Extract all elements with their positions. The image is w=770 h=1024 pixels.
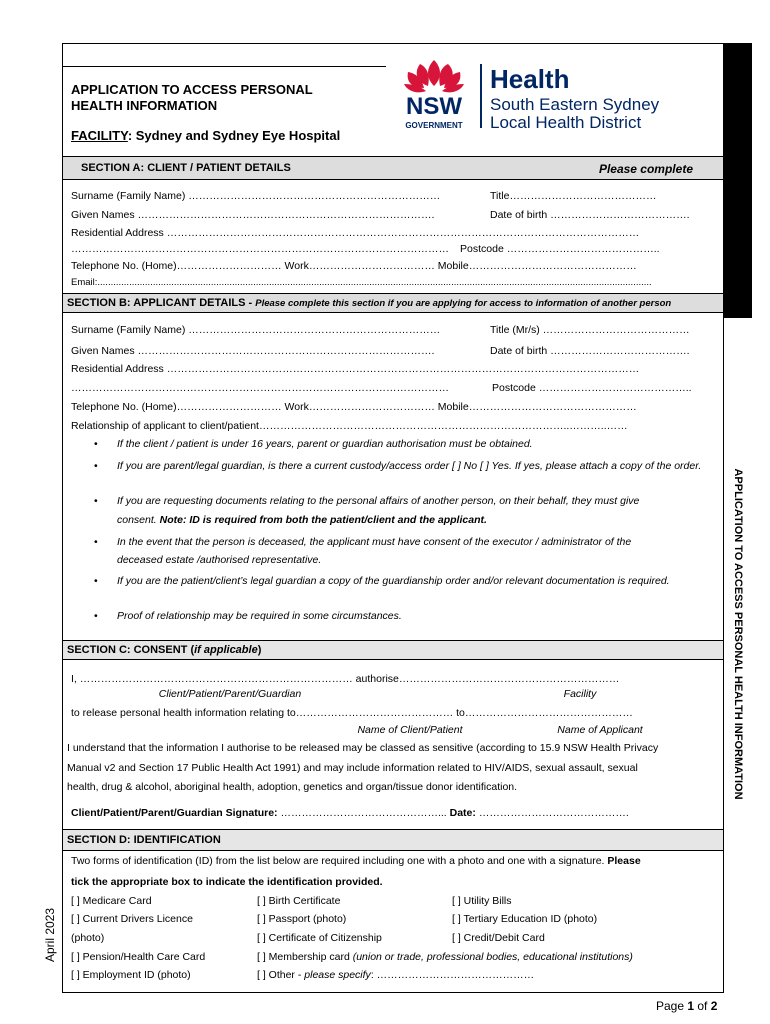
section-d-title: SECTION D: IDENTIFICATION bbox=[67, 834, 221, 846]
d-licence-checkbox[interactable]: [ ] Current Drivers Licence bbox=[71, 913, 193, 925]
logo-district-1: South Eastern Sydney bbox=[490, 95, 660, 114]
logo-nsw: NSW bbox=[406, 93, 462, 120]
b-phone-field[interactable]: Telephone No. (Home)………………………… Work……………………………… Mobile………………………………………… bbox=[71, 401, 637, 413]
b-bullet-1: • If the client / patient is under 16 years, parent or guardian authorisation must be obtained. bbox=[117, 437, 717, 452]
b-dob-field[interactable]: Date of birth …………………………………. bbox=[490, 345, 690, 357]
c-caption-facility: Facility bbox=[563, 688, 597, 700]
header-rule bbox=[62, 66, 386, 67]
d-pension-checkbox[interactable]: [ ] Pension/Health Care Card bbox=[71, 951, 206, 963]
d-passport-checkbox[interactable]: [ ] Passport (photo) bbox=[257, 913, 347, 925]
b-bullet-3-cont: consent. Note: ID is required from both the patient/client and the applicant. bbox=[117, 514, 487, 526]
d-tertiary-checkbox[interactable]: [ ] Tertiary Education ID (photo) bbox=[452, 913, 598, 925]
logo-district-2: Local Health District bbox=[490, 113, 642, 132]
b-bullet-4-cont: deceased estate /authorised representative. bbox=[117, 554, 322, 566]
section-c-title: SECTION C: CONSENT (if applicable) bbox=[67, 644, 262, 656]
b-address-field[interactable]: Residential Address ……………………………………………………………………………………………………………………… bbox=[71, 363, 640, 375]
c-caption-client: Client/Patient/Parent/Guardian bbox=[158, 688, 302, 700]
facility-line: FACILITY: Sydney and Sydney Eye Hospital bbox=[71, 128, 341, 143]
b-relationship-field[interactable]: Relationship of applicant to client/patient……………………………………………………………………………..………..…… bbox=[71, 420, 628, 432]
a-address-field[interactable]: Residential Address ……………………………………………………………………………………………………………………… bbox=[71, 227, 640, 239]
b-given-names-field[interactable]: Given Names …………………………………………………………………………. bbox=[71, 345, 435, 357]
d-utility-checkbox[interactable]: [ ] Utility Bills bbox=[452, 895, 512, 907]
b-bullet-3: • If you are requesting documents relating to the personal affairs of another person, on their behalf, they must give bbox=[117, 494, 717, 509]
c-para-2: Manual v2 and Section 17 Public Health Act 1991) and may include information related to HIV/AIDS, sexual assault, sexual bbox=[67, 762, 638, 774]
c-authorise-line[interactable]: I, …………………………………………………………………… authorise……………………………………………………… bbox=[71, 673, 620, 685]
c-caption-name-applicant: Name of Applicant bbox=[557, 724, 643, 736]
b-surname-field[interactable]: Surname (Family Name) ……………………………………………………………… bbox=[71, 324, 441, 336]
b-address-line2[interactable]: ……………………………………………………………………………………………… bbox=[71, 382, 449, 394]
page-title: APPLICATION TO ACCESS PERSONAL HEALTH INFORMATION bbox=[71, 82, 313, 113]
d-other-checkbox[interactable]: [ ] Other - please specify: ……………………………………… bbox=[257, 969, 535, 981]
sidebar-black-bar bbox=[724, 43, 752, 318]
a-given-names-field[interactable]: Given Names …………………………………………………………………………. bbox=[71, 209, 435, 221]
c-signature-line[interactable]: Client/Patient/Parent/Guardian Signature: ………………………………………... Date: ……………………………………. bbox=[71, 807, 629, 819]
logo-divider bbox=[480, 64, 482, 128]
page-number: Page 1 of 2 bbox=[656, 999, 718, 1013]
c-caption-name-client: Name of Client/Patient bbox=[357, 724, 463, 736]
b-bullet-2: • If you are parent/legal guardian, is there a current custody/access order [ ] No [ ] Yes. If yes, please attach a copy of the order. bbox=[117, 459, 721, 474]
section-b-header bbox=[63, 293, 723, 313]
b-postcode-field[interactable]: Postcode …………………………………….. bbox=[492, 382, 692, 394]
a-title-field[interactable]: Title…………………………………… bbox=[490, 190, 657, 202]
sidebar-title: APPLICATION TO ACCESS PERSONAL HEALTH INFORMATION bbox=[732, 468, 744, 800]
a-surname-field[interactable]: Surname (Family Name) ……………………………………………………………… bbox=[71, 190, 441, 202]
d-employment-checkbox[interactable]: [ ] Employment ID (photo) bbox=[71, 969, 191, 981]
d-para-1: Two forms of identification (ID) from the list below are required including one with a photo and one with a signature. Please bbox=[71, 855, 641, 867]
nsw-health-logo bbox=[398, 58, 708, 134]
section-a-header bbox=[63, 156, 723, 180]
d-birth-cert-checkbox[interactable]: [ ] Birth Certificate bbox=[257, 895, 341, 907]
a-email-field[interactable]: Email:.................................................................................................................................................................................................................. bbox=[71, 277, 652, 288]
waratah-icon bbox=[404, 60, 464, 92]
d-para-2: tick the appropriate box to indicate the identification provided. bbox=[71, 876, 383, 888]
d-membership-checkbox[interactable]: [ ] Membership card (union or trade, professional bodies, educational institutions) bbox=[257, 951, 633, 963]
section-d-header bbox=[63, 829, 723, 851]
d-medicare-checkbox[interactable]: [ ] Medicare Card bbox=[71, 895, 152, 907]
b-bullet-4: • In the event that the person is deceased, the applicant must have consent of the executor / administrator of the bbox=[117, 535, 717, 550]
b-title-field[interactable]: Title (Mr/s) …………………………………… bbox=[490, 324, 690, 336]
b-bullet-6: • Proof of relationship may be required in some circumstances. bbox=[117, 609, 717, 624]
c-para-1: I understand that the information I authorise to be released may be classed as sensitive (according to 15.9 NSW Health Privacy bbox=[67, 742, 659, 754]
c-release-line[interactable]: to release personal health information relating to……………………………………… to………………………………………… bbox=[71, 707, 633, 719]
d-citizenship-checkbox[interactable]: [ ] Certificate of Citizenship bbox=[257, 932, 382, 944]
form-date: April 2023 bbox=[43, 907, 57, 963]
section-a-note: Please complete bbox=[598, 162, 693, 176]
c-para-3: health, drug & alcohol, aboriginal health, adoption, genetics and organ/tissue donor identification. bbox=[67, 781, 518, 793]
a-address-line2[interactable]: ……………………………………………………………………………………………… bbox=[71, 243, 449, 255]
a-dob-field[interactable]: Date of birth …………………………………. bbox=[490, 209, 690, 221]
section-a-title: SECTION A: CLIENT / PATIENT DETAILS bbox=[81, 162, 291, 174]
b-bullet-5: • If you are the patient/client’s legal guardian a copy of the guardianship order and/or relevant documentation is required. bbox=[117, 574, 687, 589]
section-c-header bbox=[63, 640, 723, 660]
a-postcode-field[interactable]: Postcode …………………………………….. bbox=[460, 243, 660, 255]
a-phone-field[interactable]: Telephone No. (Home)………………………… Work……………………………… Mobile………………………………………… bbox=[71, 260, 637, 272]
d-licence-photo-note: (photo) bbox=[71, 932, 105, 944]
section-b-title: SECTION B: APPLICANT DETAILS - Please complete this section if you are applying for access to information of another person bbox=[67, 297, 672, 309]
d-credit-checkbox[interactable]: [ ] Credit/Debit Card bbox=[452, 932, 545, 944]
logo-government: GOVERNMENT bbox=[405, 121, 463, 130]
logo-health: Health bbox=[490, 64, 570, 94]
